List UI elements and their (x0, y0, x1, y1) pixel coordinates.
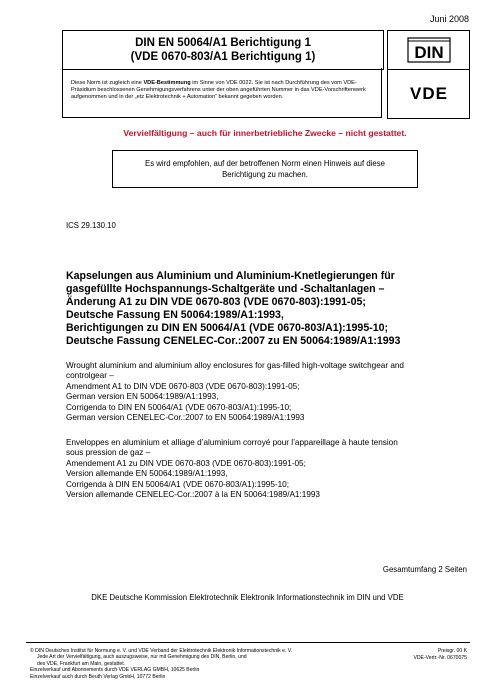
french-title-line: Enveloppes en aluminium et alliage d’aluminium corroyé pour l’appareillage à haute tension (66, 438, 398, 447)
english-title-line: German version EN 50064:1989/A1:1993, (66, 392, 219, 402)
english-title-line: controlgear – (66, 371, 114, 381)
recommendation-box (112, 150, 418, 188)
french-title-line: Amendement A1 zu DIN VDE 0670-803 (VDE 0670-803):1991-05; (66, 458, 306, 468)
footer-price (413, 648, 467, 661)
standard-number: DIN EN 50064/A1 Berichtigung 1 (135, 37, 311, 49)
vde-vertr-nr: VDE-Vertr.-Nr. 0670075 (413, 654, 467, 661)
din-logo-text: DIN (413, 43, 444, 62)
din-logo-mark (407, 37, 451, 63)
standard-title-box (62, 30, 384, 70)
recommendation-line-2: Berichtigung zu machen. (222, 170, 308, 179)
vde-logo-mark (399, 83, 459, 103)
total-pages: Gesamtumfang 2 Seiten (382, 565, 467, 574)
copyright-line: des VDE, Frankfurt am Main, gestattet. (37, 660, 126, 667)
reproduction-notice: Vervielfältigung – auch für innerbetriebliche Zwecke – nicht gestattet. (123, 128, 407, 138)
german-title-line: Deutsche Fassung EN 50064:1989/A1:1993, (66, 309, 284, 321)
german-title-line: Berichtigungen zu DIN EN 50064/A1 (VDE 0670-803/A1):1995-10; (66, 322, 389, 334)
ics-code: ICS 29.130.10 (66, 221, 116, 230)
vde-logo-text: VDE (409, 84, 448, 103)
german-title-line: gasgefüllte Hochspannungs-Schaltgeräte und -Schaltanlagen – (66, 283, 385, 295)
french-title-line: Corrigenda à DIN EN 50064/A1 (VDE 0670-803/A1):1995-10; (66, 479, 290, 489)
french-title-line: Version allemande EN 50064:1989/A1:1993, (66, 469, 228, 479)
info-pre: Diese Norm ist zugleich eine (71, 80, 144, 86)
sales-line: Einzelverkauf auch durch Beuth Verlag GmbH, 10772 Berlin (30, 673, 166, 680)
footer-divider (26, 642, 470, 643)
sales-line: Einzelverkauf und Abonnements durch VDE VERLAG GMBH, 10625 Berlin (30, 667, 200, 674)
english-title-line: German version CENELEC-Cor.:2007 to EN 50064:1989/A1:1993 (66, 413, 305, 423)
price-group: Preisgr. 00 K (437, 648, 467, 654)
german-title-line: Deutsche Fassung CENELEC-Cor.:2007 zu EN 50064:1989/A1:1993 (66, 335, 401, 347)
copyright-line: © DIN Deutsches Institut für Normung e. V. und VDE Verband der Elektrotechnik Elektronik Informationstechnik e. V. (30, 648, 293, 654)
german-title-line: Änderung A1 zu DIN VDE 0670-803 (VDE 0670-803):1991-05; (66, 296, 366, 308)
french-title-line: sous pression de gaz – (66, 448, 151, 458)
vde-designation-text (62, 68, 382, 118)
vde-number: (VDE 0670-803/A1 Berichtigung 1) (130, 51, 316, 63)
german-title (66, 270, 468, 348)
french-title-line: Version allemande CENELEC-Cor.:2007 à la EN 50064:1989/A1:1993 (66, 490, 320, 500)
publication-date: Juni 2008 (429, 14, 469, 24)
copyright-line: Jede Art der Vervielfältigung, auch auszugsweise, nur mit Genehmigung des DIN, Berlin, und (37, 654, 247, 661)
french-title (66, 438, 468, 500)
english-title-line: Amendment A1 to DIN VDE 0670-803 (VDE 0670-803):1991-05; (66, 381, 300, 391)
english-title (66, 361, 468, 423)
english-title-line: Corrigenda to DIN EN 50064/A1 (VDE 0670-803/A1):1995-10; (66, 402, 292, 412)
din-logo (387, 30, 470, 70)
dke-committee: DKE Deutsche Kommission Elektrotechnik Elektronik Informationstechnik im DIN und VDE (91, 593, 404, 602)
recommendation-line-1: Es wird empfohlen, auf der betroffenen Norm einen Hinweis auf diese (145, 159, 385, 168)
german-title-line: Kapselungen aus Aluminium und Aluminium-Knetlegierungen für (66, 270, 395, 282)
vde-logo (387, 68, 470, 119)
english-title-line: Wrought aluminium and aluminium alloy enclosures for gas-filled high-voltage switchgear and (66, 361, 404, 370)
footer-copyright (30, 648, 400, 680)
info-bold: VDE-Bestimmung (143, 80, 191, 86)
info-post: im Sinne von VDE 0022. Sie ist nach Durchführung des vom VDE-Präsidium beschlossenen Genehmigungsverfahrens unter der oben angeführten Nummer in das VDE-Vorschriftenwerk aufgenommen und in der „etz Elektrotechnik + Automation“ bekannt gegeben worden. (71, 80, 366, 101)
